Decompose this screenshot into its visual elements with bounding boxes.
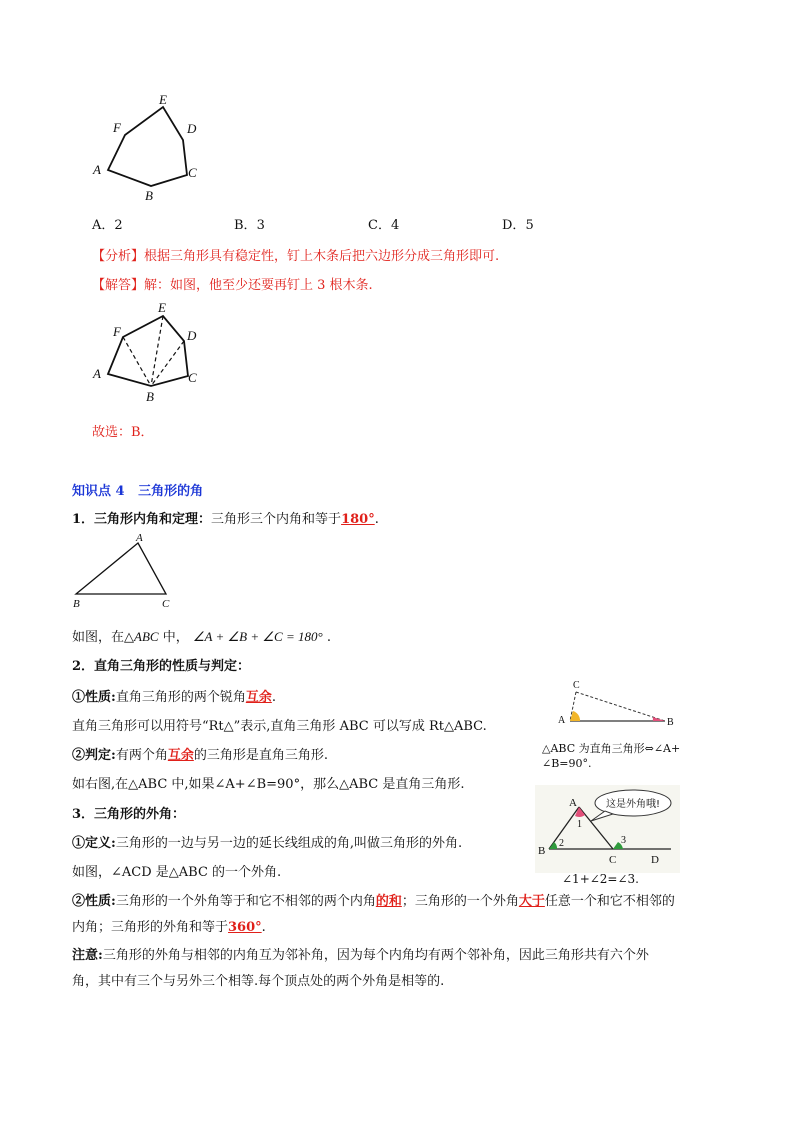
section-number: 知识点 4 <box>72 484 125 499</box>
label-C: C <box>188 370 197 385</box>
option-c[interactable]: C．4 <box>368 218 400 233</box>
label-C: C <box>162 598 170 610</box>
item2-heading: 2．直角三角形的性质与判定： <box>72 659 251 674</box>
exterior-angle-figure <box>535 785 680 873</box>
definition-label: ①定义: <box>72 836 116 851</box>
label-A: A <box>93 366 101 381</box>
ext-property-highlight-greater: 大于 <box>518 894 545 909</box>
item1-text: 三角形三个内角和等于 <box>211 512 342 527</box>
label-D: D <box>651 854 659 866</box>
angle-3-label: 3 <box>621 835 626 846</box>
label-C: C <box>609 854 617 866</box>
label-B: B <box>667 717 674 728</box>
label-B: B <box>145 188 153 203</box>
angle-2-label: 2 <box>559 838 564 849</box>
hexagon-diagonals-figure <box>85 298 215 410</box>
ext-property-highlight-sum: 的和 <box>375 894 402 909</box>
options-row <box>92 214 552 234</box>
hexagon-figure <box>85 90 215 205</box>
fig4-caption-2: ∠B=90°. <box>542 757 592 770</box>
fig3-caption: 如图，在△ABC 中， ∠A + ∠B + ∠C = 180° . <box>72 629 331 645</box>
label-D: D <box>187 328 197 343</box>
label-E: E <box>158 300 166 315</box>
label-B: B <box>73 598 80 610</box>
analysis-line <box>92 245 499 264</box>
angle-1-label: 1 <box>577 819 582 830</box>
label-A: A <box>558 715 566 726</box>
note-line-1: 注意:三角形的外角与相邻的内角互为邻补角，因为每个内角均有两个邻补角，因此三角形共有六个外 <box>72 948 649 963</box>
judgement-highlight: 互余 <box>167 748 194 763</box>
definition-line: ①定义:三角形的一边与另一边的延长线组成的角,叫做三角形的外角. <box>72 836 463 851</box>
analysis-tag: 【分析】 <box>92 249 145 264</box>
label-A: A <box>569 797 577 809</box>
solution-text: 解：如图，他至少还要再钉上 3 根木条. <box>144 278 373 293</box>
angle-sum-formula: ∠A + ∠B + ∠C = 180° <box>192 629 323 644</box>
fig5-caption: ∠1+∠2=∠3. <box>562 872 639 886</box>
analysis-text: 根据三角形具有稳定性，钉上木条后把六边形分成三角形即可. <box>144 249 500 264</box>
section-heading <box>72 480 203 499</box>
answer-line: 故选：B． <box>92 425 154 440</box>
ext-property-line-2: 内角；三角形的外角和等于360°. <box>72 920 266 935</box>
note-label: 注意: <box>72 948 103 963</box>
item1-heading: 1．三角形内角和定理： <box>72 512 212 527</box>
label-A: A <box>93 162 101 177</box>
label-C: C <box>188 165 197 180</box>
judgement-line: ②判定:有两个角互余的三角形是直角三角形. <box>72 748 328 763</box>
option-a[interactable]: A．2 <box>92 218 123 233</box>
label-C: C <box>573 680 580 691</box>
option-b[interactable]: B．3 <box>234 218 265 233</box>
fig4-caption-1: △ABC 为直角三角形⇔∠A+ <box>542 742 681 755</box>
option-d[interactable]: D．5 <box>502 218 534 233</box>
right-triangle-figure <box>555 678 680 730</box>
ext-property-label: ②性质: <box>72 894 116 909</box>
item1-line: 1．三角形内角和定理：三角形三个内角和等于180°. <box>72 512 379 527</box>
label-A: A <box>136 532 143 544</box>
property-label: ①性质: <box>72 690 116 705</box>
label-B: B <box>538 845 546 857</box>
judgement-label: ②判定: <box>72 748 116 763</box>
label-F: F <box>113 120 121 135</box>
ext-property-line-1: ②性质:三角形的一个外角等于和它不相邻的两个内角的和；三角形的一个外角大于任意一个和它不相邻的 <box>72 894 675 909</box>
property-line: ①性质:直角三角形的两个锐角互余. <box>72 690 276 705</box>
label-D: D <box>187 121 197 136</box>
item1-highlight: 180° <box>341 512 375 527</box>
triangle-abc-figure <box>70 530 185 610</box>
def-example-line: 如图，∠ACD 是△ABC 的一个外角. <box>72 865 282 880</box>
ext-property-highlight-360: 360° <box>228 920 262 935</box>
item3-heading: 3．三角形的外角： <box>72 807 186 822</box>
notation-line: 直角三角形可以用符号“Rt△”表示,直角三角形 ABC 可以写成 Rt△ABC. <box>72 719 487 734</box>
solution-tag: 【解答】 <box>92 278 145 293</box>
label-F: F <box>113 324 121 339</box>
speech-bubble-text: 这是外角哦! <box>606 799 661 810</box>
note-line-2: 角，其中有三个与另外三个相等.每个顶点处的两个外角是相等的. <box>72 974 445 989</box>
solution-line <box>92 274 373 293</box>
label-E: E <box>159 92 167 107</box>
label-B: B <box>146 389 154 404</box>
right-example-line: 如右图,在△ABC 中,如果∠A+∠B=90°，那么△ABC 是直角三角形. <box>72 777 465 792</box>
section-title: 三角形的角 <box>138 484 204 499</box>
property-highlight: 互余 <box>245 690 272 705</box>
